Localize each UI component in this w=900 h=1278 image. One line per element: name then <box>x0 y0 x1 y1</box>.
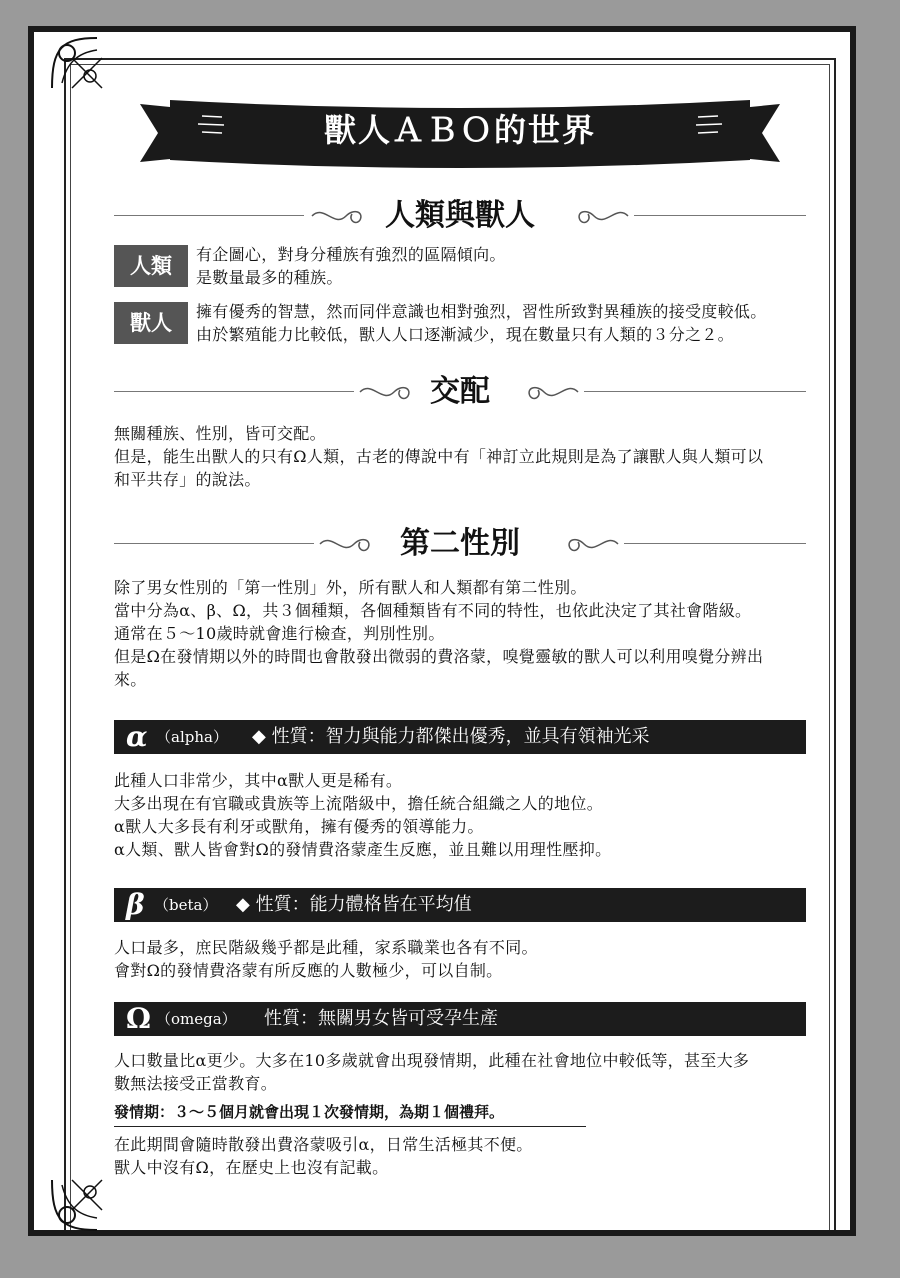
omega-symbol: Ω <box>126 1002 151 1035</box>
swirl-right-icon <box>574 202 630 230</box>
beta-header-bar <box>114 888 806 922</box>
omega-header-bar <box>114 1002 806 1036</box>
second-gender-text: 除了男女性別的「第一性別」外，所有獸人和人類都有第二性別。 當中分為α、β、Ω，共３個種類，各個種類皆有不同的特性，也依此決定了其社會階級。 通常在５～10歲時就會進行檢查，判別性別。 但是Ω在發情期以外的時間也會散發出微弱的費洛蒙，嗅覺靈敏的獸人可以利用嗅覺分辨出 來。 <box>114 578 764 689</box>
beast-description: 擁有優秀的智慧，然而同伴意識也相對強烈，習性所致對異種族的接受度較低。 由於繁殖能力比較低，獸人人口逐漸減少，現在數量只有人類的３分之２。 <box>196 302 767 344</box>
alpha-text: 此種人口非常少，其中α獸人更是稀有。 大多出現在有官職或貴族等上流階級中，擔任統合組織之人的地位。 α獸人大多長有利牙或獸角，擁有優秀的領導能力。 α人類、獸人皆會對Ω的發情費洛蒙產生反應，並且難以用理性壓抑。 <box>114 771 612 859</box>
omega-text-2: 在此期間會隨時散發出費洛蒙吸引α，日常生活極其不便。 獸人中沒有Ω，在歷史上也沒有記載。 <box>114 1135 533 1177</box>
alpha-trait: ◆ 性質：智力與能力都傑出優秀，並具有領袖光采 <box>252 726 650 747</box>
omega-text: 人口數量比α更少。大多在10多歲就會出現發情期，此種在社會地位中較低等，甚至大多 數無法接受正當教育。 <box>114 1051 750 1093</box>
swirl-right-icon <box>564 530 620 558</box>
mating-text: 無關種族、性別，皆可交配。 但是，能生出獸人的只有Ω人類，古老的傳說中有「神訂立此規則是為了讓獸人與人類可以 和平共存」的說法。 <box>114 424 764 489</box>
beta-latin: （beta） <box>154 896 218 914</box>
section-heading-humans-beasts: 人類與獸人 <box>114 194 806 238</box>
beta-symbol: β <box>126 888 145 921</box>
tag-human: 人類 <box>114 245 188 287</box>
page-title: 獸人ＡＢＯ的世界 <box>323 111 596 149</box>
omega-trait: 性質：無關男女皆可受孕生產 <box>264 1008 498 1029</box>
estrus-note: 發情期：３～５個月就會出現１次發情期，為期１個禮拜。 <box>114 1100 586 1127</box>
beta-text: 人口最多，庶民階級幾乎都是此種，家系職業也各有不同。 會對Ω的發情費洛蒙有所反應的人數極少，可以自制。 <box>114 938 538 980</box>
swirl-right-icon <box>524 378 580 406</box>
alpha-latin: （alpha） <box>156 728 228 746</box>
section-heading-second-gender: 第二性別 <box>114 522 806 566</box>
bottom-border <box>28 1230 856 1236</box>
tag-beast: 獸人 <box>114 302 188 344</box>
alpha-symbol: α <box>126 720 148 753</box>
flourish-top-left-icon <box>42 28 112 98</box>
flourish-bottom-left-icon <box>42 1170 112 1240</box>
beta-trait: ◆ 性質：能力體格皆在平均值 <box>236 894 472 915</box>
human-description: 有企圖心，對身分種族有強烈的區隔傾向。 是數量最多的種族。 <box>196 245 506 287</box>
omega-latin: （omega） <box>156 1010 237 1028</box>
title-banner <box>140 88 780 172</box>
section-heading-mating: 交配 <box>114 370 806 414</box>
alpha-header-bar <box>114 720 806 754</box>
